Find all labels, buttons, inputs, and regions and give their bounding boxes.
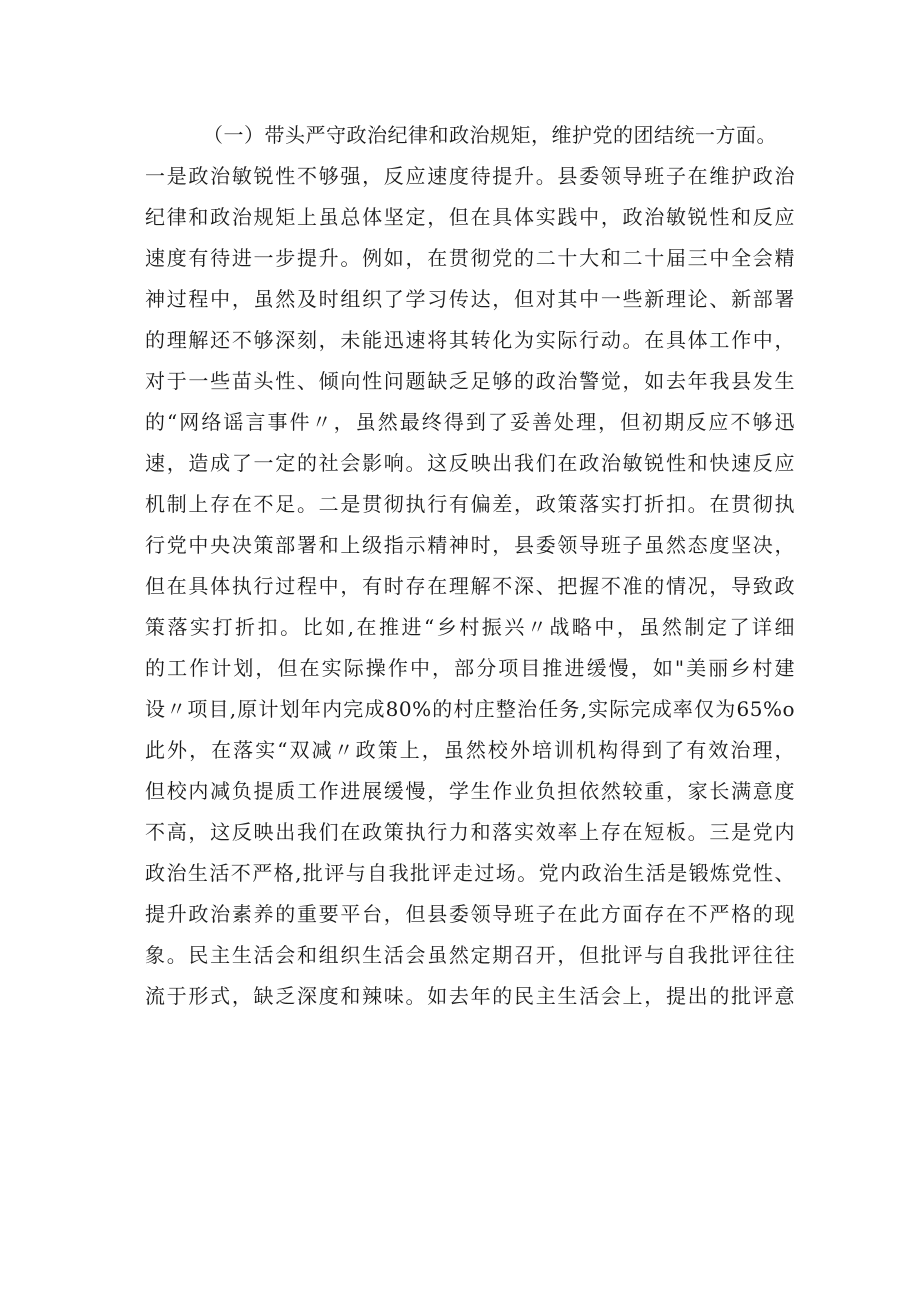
body-line: 流于形式，缺乏深度和辣味。如去年的民主生活会上，提出的批评意 xyxy=(145,984,795,1008)
body-line: 的“网络谣言事件〃，虽然最终得到了妥善处理，但初期反应不够迅 xyxy=(145,410,795,434)
section-heading: （一）带头严守政治纪律和政治规矩，维护党的团结统一方面。 xyxy=(203,123,777,147)
body-line: 不高，这反映出我们在政策执行力和落实效率上存在短板。三是党内 xyxy=(145,820,795,844)
body-line: 机制上存在不足。二是贯彻执行有偏差，政策落实打折扣。在贯彻执 xyxy=(145,492,795,516)
body-line: 但校内减负提质工作进展缓慢，学生作业负担依然较重，家长满意度 xyxy=(145,779,795,803)
body-line: 对于一些苗头性、倾向性问题缺乏足够的政治警觉，如去年我县发生 xyxy=(145,369,795,393)
body-line: 提升政治素养的重要平台，但县委领导班子在此方面存在不严格的现 xyxy=(145,902,795,926)
body-line: 但在具体执行过程中，有时存在理解不深、把握不准的情况，导致政 xyxy=(145,574,795,598)
body-line: 神过程中，虽然及时组织了学习传达，但对其中一些新理论、新部署 xyxy=(145,287,795,311)
body-line: 的工作计划，但在实际操作中，部分项目推进缓慢，如"美丽乡村建 xyxy=(145,656,795,680)
body-line: 的理解还不够深刻，未能迅速将其转化为实际行动。在具体工作中， xyxy=(145,328,795,352)
body-line: 设〃项目,原计划年内完成80%的村庄整治任务,实际完成率仅为65%o xyxy=(145,697,795,721)
body-line: 纪律和政治规矩上虽总体坚定，但在具体实践中，政治敏锐性和反应 xyxy=(145,205,795,229)
body-line: 速，造成了一定的社会影响。这反映出我们在政治敏锐性和快速反应 xyxy=(145,451,795,475)
body-line: 政治生活不严格,批评与自我批评走过场。党内政治生活是锻炼党性、 xyxy=(145,861,795,885)
body-line: 一是政治敏锐性不够强，反应速度待提升。县委领导班子在维护政治 xyxy=(145,164,795,188)
document-body xyxy=(145,115,795,1017)
body-line: 策落实打折扣。比如,在推进“乡村振兴〃战略中，虽然制定了详细 xyxy=(145,615,795,639)
body-line: 象。民主生活会和组织生活会虽然定期召开，但批评与自我批评往往 xyxy=(145,943,795,967)
body-line: 速度有待进一步提升。例如，在贯彻党的二十大和二十届三中全会精 xyxy=(145,246,795,270)
body-line: 此外，在落实“双减〃政策上，虽然校外培训机构得到了有效治理， xyxy=(145,738,795,762)
body-line: 行党中央决策部署和上级指示精神时，县委领导班子虽然态度坚决， xyxy=(145,533,795,557)
